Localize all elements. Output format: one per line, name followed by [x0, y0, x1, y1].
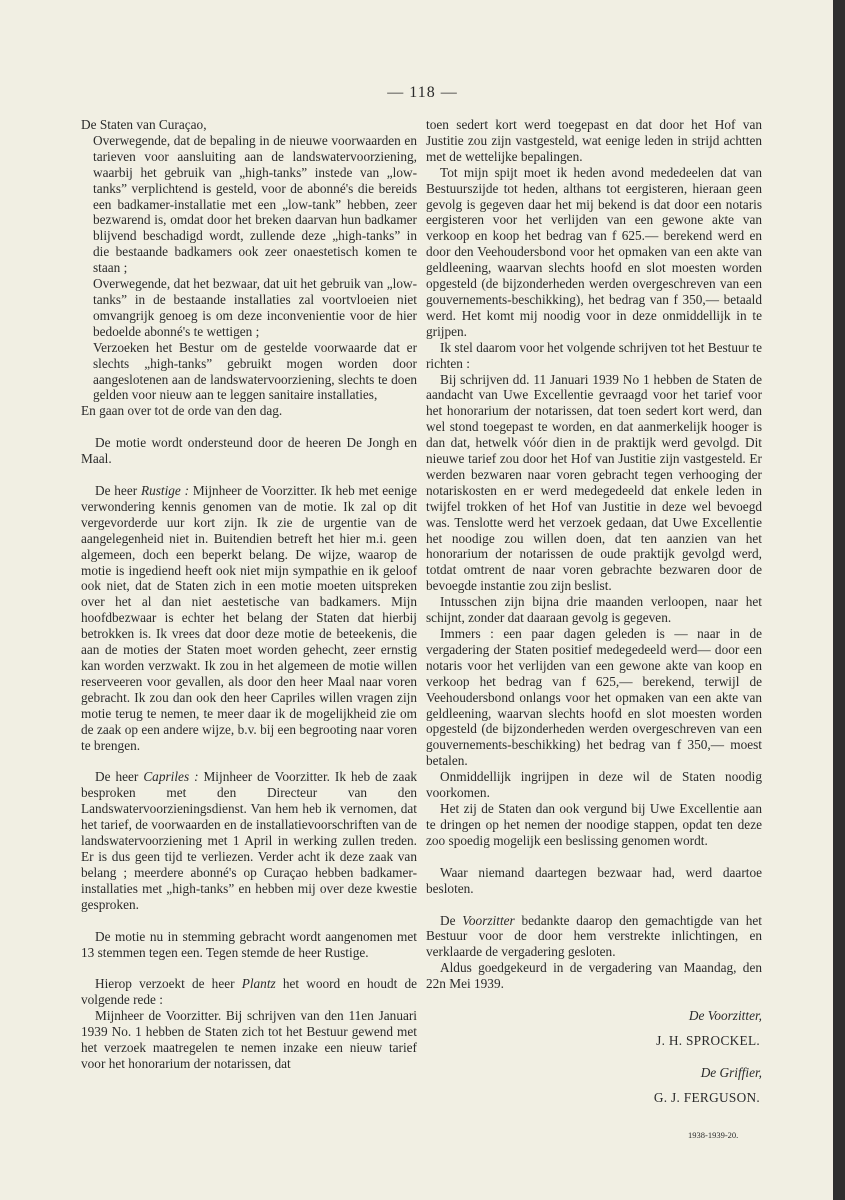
closing-paragraph: De Voorzitter bedankte daarop den gemachtigde van het Bestuur voor de door hem verstrekte inlichtingen, en verklaarde de vergadering gesloten. [426, 912, 762, 960]
plantz-intro-pre: Hierop verzoekt de heer [95, 976, 235, 992]
voorzitter-label: Voorzitter [462, 912, 515, 928]
capriles-speech-text: Mijnheer de Voorzitter. Ik heb de zaak besproken met den Directeur van den Landswatervoorzieningsdienst. Van hem heb ik vernomen, dat het tarief, de voorwaarden en de installatievoorschriften van de landswatervoorziening met 1 April in werking zullen treden. Er is dus geen tijd te verliezen. Verder acht ik deze zaak van belang ; meerdere abonné's op Curaçao hebben badkamer-installaties met „high-tanks” en hebben mij over deze kwestie gesproken. [81, 769, 417, 912]
approval-paragraph: Aldus goedgekeurd in de vergadering van Maandag, den 22n Mei 1939. [426, 960, 762, 992]
print-code: 1938-1939-20. [688, 1130, 739, 1140]
letter-paragraph-2: Intusschen zijn bijna drie maanden verloopen, naar het schijnt, zonder dat daaraan gevolg is gegeven. [426, 594, 762, 626]
right-column [426, 117, 762, 1106]
plantz-speech-continued: toen sedert kort werd toegepast en dat door het Hof van Justitie zou zijn vastgesteld, wat eenige leden in strijd achtten met de wettelijke bepalingen. [426, 117, 762, 164]
decision-paragraph: Waar niemand daartegen bezwaar had, werd daartoe besloten. [426, 864, 762, 896]
vote-result-paragraph: De motie nu in stemming gebracht wordt aangenomen met 13 stemmen tegen een. Tegen stemde de heer Rustige. [81, 928, 417, 960]
closing-text: bedankte daarop den gemachtigde van het Bestuur voor de door hem verstrekte inlichtingen, en verklaarde de vergadering gesloten. [426, 912, 762, 960]
signature-name-sprockel: J. H. SPROCKEL. [656, 1032, 760, 1048]
motion-addressee: De Staten van Curaçao, [81, 117, 207, 132]
plantz-intro [81, 976, 417, 1008]
plantz-speech: Mijnheer de Voorzitter. Bij schrijven van den 11en Januari 1939 No. 1 hebben de Staten zich tot het Bestuur gewend met het verzoek maatregelen te nemen inzake een nieuw tarief voor het honorarium der notarissen, dat [81, 1008, 417, 1071]
letter-paragraph-1: Bij schrijven dd. 11 Januari 1939 No 1 hebben de Staten de aandacht van Uwe Excellentie gevraagd voor het tarief voor het honorarium der notarissen, dat toen sedert kort werd, dan wel stond toegepast te worden, en dat aanmerkelijk hooger is dan dat, hetwelk vóór dien in de praktijk werd gevolgd. Dit nieuwe tarief zou door het Hof van Justitie zijn vastgesteld. Er werden bezwaren naar voren gebracht tegen verhooging der notariskosten en er werd medegedeeld dat enkele leden in twijfel trokken of het Hof van Justitie in deze wel bevoegd was. Tenslotte werd het verzoek gedaan, dat Uwe Excellentie het noodige zou willen doen, dat ten aanzien van het honorarium der notarissen de oude praktijk gevolgd werd, totdat omtrent de naar voren gebrachte bezwaren door de bevoegde instantie zou zijn beslist. [426, 371, 762, 594]
scan-edge [833, 0, 845, 1200]
motion-request: Verzoeken het Bestur om de gestelde voorwaarde dat er slechts „high-tanks” gebruikt mogen worden door aangeslotenen aan de landswatervoorziening, slechts te doen gelden voor nieuw aan te leggen sanitaire installaties, [93, 339, 417, 403]
speaker-rustige: Rustige : [140, 483, 190, 499]
motion-whereas-2: Overwegende, dat het bezwaar, dat uit het gebruik van „low-tanks” in de bestaande installaties zal voortvloeien niet omvangrijk genoeg is om deze inconvenientie voor de hier bedoelde abonné's te wettigen ; [93, 276, 417, 339]
rustige-speech: De heer Rustige : Mijnheer de Voorzitter. Ik heb met eenige verwondering kennis genomen van de motie. Ik zal op dit vergevorderde uur kort zijn. Ik zie de urgentie van de aangelegenheid niet in. Buitendien betreft het hier m.i. geen algemeen, doch een beperkt belang. De wijze, waarop de motie is ingediend heeft ook niet mijn sympathie en ik geloof ook niet, dat de Staten zich in een motie moeten uitspreken over het al dan niet aestetische van badkamers. Mijn hoofdbezwaar is echter het belang der Staten dat hierbij betrokken is. Ik vrees dat door deze motie de beteekenis, die aan de moties der Staten moet worden gehecht, zeer ernstig kan worden verzwakt. Ik zou in het algemeen de motie willen reserveeren voor gevallen, als door den heer Maal naar voren gebracht. Ik zou dan ook den heer Capriles willen vragen zijn motie terug te nemen, te meer daar ik de mogelijkheid zie om de zaak op een andere wijze, b.v. bij een begrooting naar voren te brengen. [81, 483, 417, 753]
plantz-paragraph-2: Tot mijn spijt moet ik heden avond mededeelen dat van Bestuurszijde tot heden, althans tot eergisteren, hieraan geen gevolg is gegeven daar het mij bekend is dat door een notaris eergisteren voor het verlijden van een gewone akte van verkoop en koop het bedrag van f 625.— berekend werd en door den Veehoudersbond voor het opmaken van een akte van geldleening, waarvan slechts hoofd en slot moesten worden opgesteld (de bijzonderheden werden overgeschreven van een gouvernements-beschikking), het bedrag van f 350,— betaald werd. Het komt mij noodig voor in deze onmiddellijk in te grijpen. [426, 164, 762, 339]
motion-closing: En gaan over tot de orde van den dag. [81, 403, 283, 419]
speaker-plantz: Plantz [241, 976, 276, 992]
plantz-intro-post: het woord en houdt de volgende rede : [81, 976, 417, 1008]
signature-role-voorzitter: De Voorzitter, [688, 1008, 762, 1024]
letter-paragraph-3: Immers : een paar dagen geleden is — naar in de vergadering der Staten positief medegedeeld werd— door een notaris voor het verlijden van een gewone akte van koop en verkoop het bedrag van f 625,— berekend, terwijl de Veehoudersbond onlangs voor het opmaken van een akte van geldleening, waarvan slechts hoofd en slot moesten worden opgesteld (de bijzonderheden werden overgeschreven van een gouvernements-beschikking) het bedrag van f 350,— moest betalen. [426, 626, 762, 769]
plantz-paragraph-3: Ik stel daarom voor het volgende schrijven tot het Bestuur te richten : [426, 339, 762, 371]
letter-paragraph-5: Het zij de Staten dan ook vergund bij Uwe Excellentie aan te dringen op het nemen der noodige stappen, opdat ten deze zoo spoedig mogelijk een beslissing genomen wordt. [426, 800, 762, 848]
signature-role-griffier: De Griffier, [700, 1064, 762, 1080]
motion-whereas-1: Overwegende, dat de bepaling in de nieuwe voorwaarden en tarieven voor aansluiting aan de landswatervoorziening, waarbij het gebruik van „high-tanks” instede van „low-tanks” verplichtend is gesteld, voor de abonné's die bereids een badkamer-installatie met een „low-tank” hebben, zeer bezwarend is, omdat door het breken daarvan hun badkamer blijvend beschadigd wordt, zullende deze „high-tanks” in die bestaande badkamers ook zeer onaestetisch komen te staan ; [93, 132, 417, 276]
page-number: — 118 — [387, 84, 458, 101]
motion-support-paragraph: De motie wordt ondersteund door de heeren De Jongh en Maal. [81, 435, 417, 467]
capriles-speech: De heer Capriles : Mijnheer de Voorzitter. Ik heb de zaak besproken met den Directeur van den Landswatervoorzieningsdienst. Van hem heb ik vernomen, dat het tarief, de voorwaarden en de installatievoorschriften van de landswatervoorziening met 1 April in werking zullen treden. Er is dus geen tijd te verliezen. Verder acht ik deze zaak van belang ; meerdere abonné's op Curaçao hebben badkamer-installaties met „high-tanks” en hebben mij over deze kwestie gesproken. [81, 769, 417, 912]
letter-paragraph-4: Onmiddellijk ingrijpen in deze wil de Staten noodig voorkomen. [426, 769, 762, 801]
speaker-capriles: Capriles : [143, 769, 199, 785]
left-column [81, 117, 417, 1072]
rustige-speech-text: Mijnheer de Voorzitter. Ik heb met eenige verwondering kennis genomen van de motie. Ik zal op dit vergevorderde uur kort zijn. Ik zie de urgentie van de aangelegenheid niet in. Buitendien betreft het hier m.i. geen algemeen, doch een beperkt belang. De wijze, waarop de motie is ingediend heeft ook niet mijn sympathie en ik geloof ook niet, dat de Staten zich in een motie moeten uitspreken over het al dan niet aestetische van badkamers. Mijn hoofdbezwaar is echter het belang der Staten dat hierbij betrokken is. Ik vrees dat door deze motie de beteekenis, die aan de moties der Staten moet worden gehecht, zeer ernstig kan worden verzwakt. Ik zou in het algemeen de motie willen reserveeren voor gevallen, als door den heer Maal naar voren gebracht. Ik zou dan ook den heer Capriles willen vragen zijn motie terug te nemen, te meer daar ik de mogelijkheid zie om de zaak op een andere wijze, b.v. bij een begrooting naar voren te brengen. [81, 483, 417, 753]
signature-name-ferguson: G. J. FERGUSON. [653, 1089, 760, 1105]
